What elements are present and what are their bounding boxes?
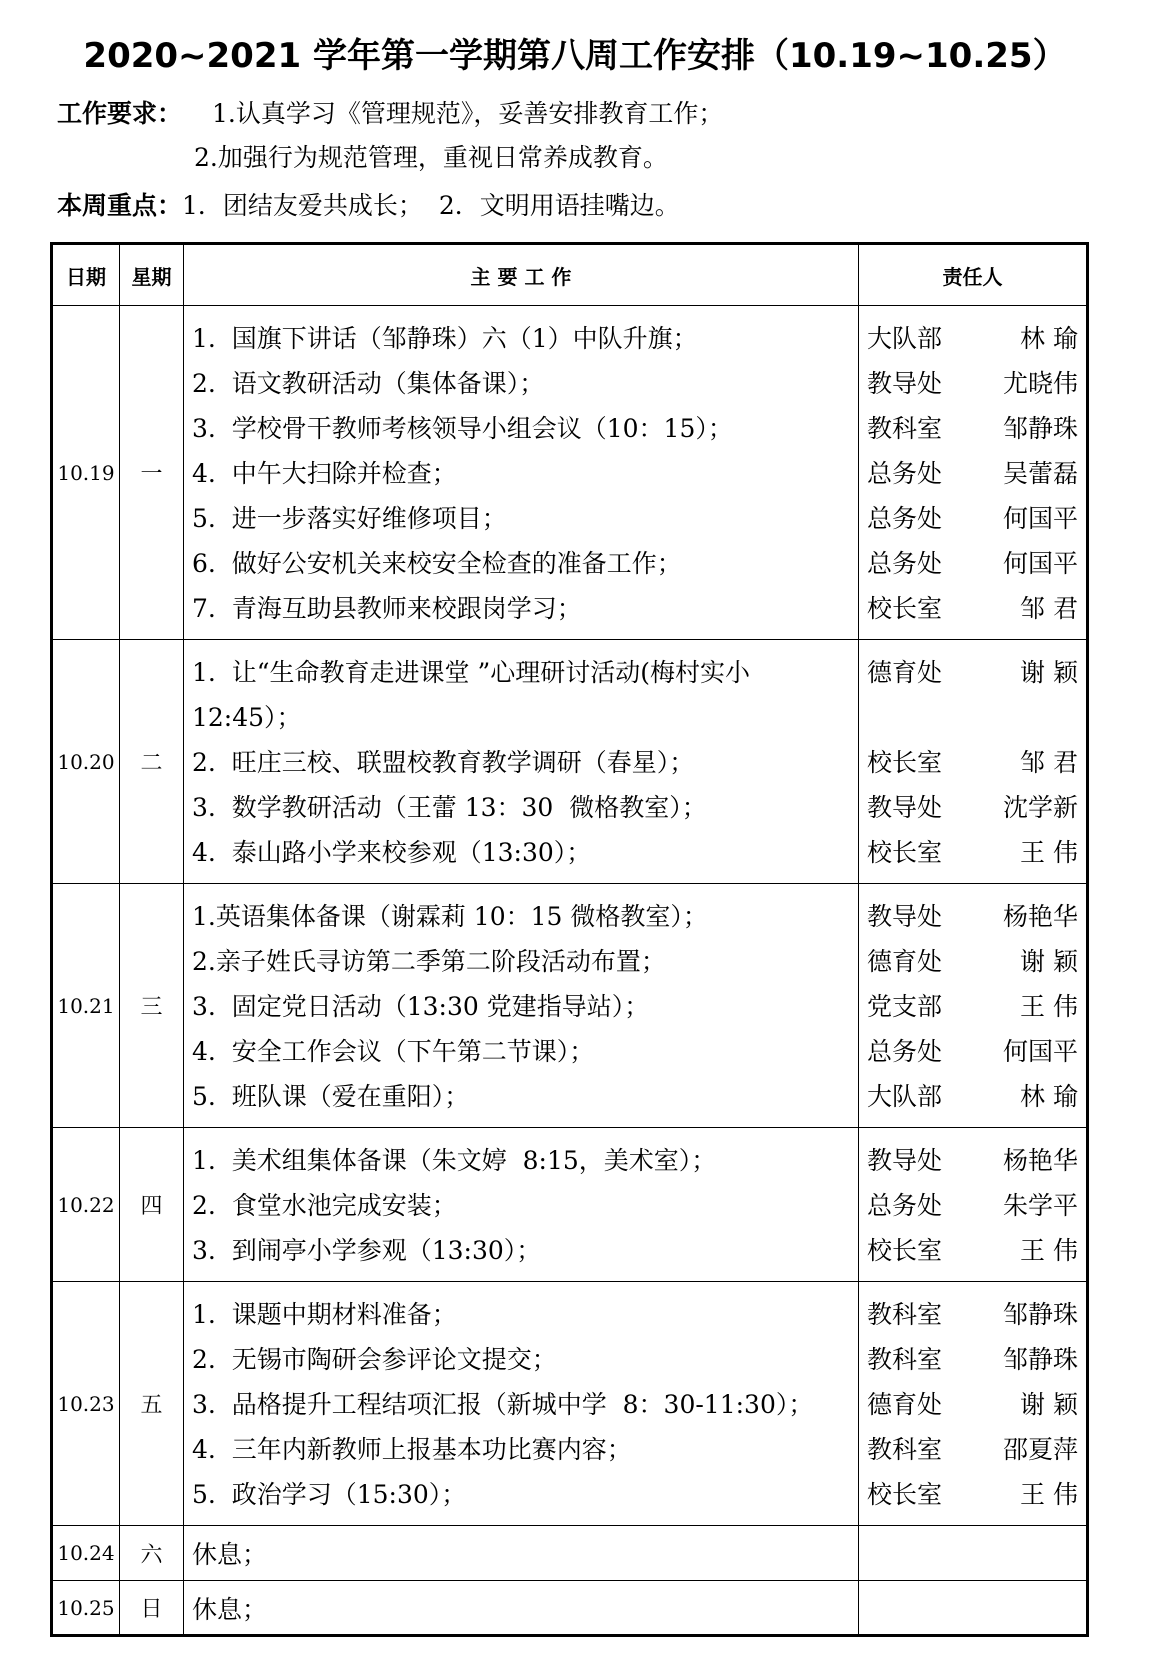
person-name: 何国平 (1002, 1037, 1078, 1066)
focus-label: 本周重点： (57, 191, 183, 220)
person-dept: 大队部 (867, 1082, 943, 1111)
person-name: 何国平 (1002, 504, 1078, 533)
row-persons (859, 306, 1088, 640)
row-persons (859, 1581, 1088, 1636)
row-weekday: 一 (120, 306, 184, 640)
person-name: 王 伟 (1020, 838, 1078, 867)
table-row (52, 1282, 1088, 1526)
work-item: 4. 泰山路小学来校参观（13:30）； (192, 838, 592, 867)
work-item: 12:45）； (192, 703, 302, 732)
table-row (52, 1581, 1088, 1636)
person-dept: 大队部 (867, 324, 943, 353)
person-dept: 德育处 (867, 658, 943, 687)
row-work-items (184, 1128, 859, 1282)
person-name: 杨艳华 (1002, 902, 1078, 931)
table-row (52, 884, 1088, 1128)
row-weekday: 四 (120, 1128, 184, 1282)
weekly-focus (57, 186, 680, 222)
row-date: 10.19 (52, 306, 120, 640)
person-dept: 教科室 (867, 414, 943, 443)
work-item: 2. 食堂水池完成安装； (192, 1191, 457, 1220)
row-persons (859, 640, 1088, 884)
person-name: 杨艳华 (1002, 1146, 1078, 1175)
person-dept: 校长室 (867, 1480, 943, 1509)
schedule-table (50, 242, 1089, 1637)
row-weekday: 三 (120, 884, 184, 1128)
work-item: 1.英语集体备课（谢霖莉 10：15 微格教室）； (192, 902, 708, 931)
work-item: 2. 无锡市陶研会参评论文提交； (192, 1345, 557, 1374)
work-item: 5. 进一步落实好维修项目； (192, 504, 507, 533)
row-date: 10.24 (52, 1526, 120, 1581)
header-weekday: 星期 (120, 244, 184, 306)
person-name: 吴蕾磊 (1002, 459, 1078, 488)
table-row (52, 306, 1088, 640)
person-dept: 教科室 (867, 1345, 943, 1374)
work-item: 3. 到闹亭小学参观（13:30）； (192, 1236, 542, 1265)
row-work-items (184, 640, 859, 884)
person-name: 王 伟 (1020, 1236, 1078, 1265)
person-entry (867, 586, 1086, 631)
person-entry (867, 695, 1086, 740)
work-item: 3. 固定党日活动（13:30 党建指导站）； (192, 992, 650, 1021)
row-weekday: 五 (120, 1282, 184, 1526)
person-entry (867, 1183, 1086, 1228)
person-name: 邵夏萍 (1002, 1435, 1078, 1464)
header-person: 责任人 (859, 244, 1088, 306)
work-item: 5. 政治学习（15:30）； (192, 1480, 467, 1509)
person-name: 邹静珠 (1002, 1300, 1078, 1329)
work-item: 6. 做好公安机关来校安全检查的准备工作； (192, 549, 682, 578)
work-item: 1. 国旗下讲话（邹静珠）六（1）中队升旗； (192, 324, 698, 353)
work-item: 3. 数学教研活动（王蕾 13：30 微格教室）； (192, 793, 707, 822)
table-row (52, 1128, 1088, 1282)
person-entry (867, 316, 1086, 361)
person-entry (867, 984, 1086, 1029)
page-title: 2020~2021 学年第一学期第八周工作安排（10.19~10.25） (83, 36, 1067, 76)
person-dept: 校长室 (867, 594, 943, 623)
row-date: 10.23 (52, 1282, 120, 1526)
person-entry (867, 1138, 1086, 1183)
row-persons (859, 884, 1088, 1128)
row-persons (859, 1282, 1088, 1526)
work-item: 3. 品格提升工程结项汇报（新城中学 8：30-11:30）； (192, 1390, 814, 1419)
person-entry (867, 894, 1086, 939)
person-entry (867, 1292, 1086, 1337)
person-entry (867, 830, 1086, 875)
person-entry (867, 1427, 1086, 1472)
row-date: 10.22 (52, 1128, 120, 1282)
person-name: 林 瑜 (1020, 324, 1078, 353)
work-item: 4. 三年内新教师上报基本功比赛内容； (192, 1435, 632, 1464)
person-entry (867, 1228, 1086, 1273)
person-name: 谢 颖 (1020, 947, 1078, 976)
person-entry (867, 496, 1086, 541)
person-dept: 教导处 (867, 369, 943, 398)
table-row (52, 1526, 1088, 1581)
person-dept: 总务处 (867, 459, 943, 488)
person-entry (867, 785, 1086, 830)
row-persons (859, 1128, 1088, 1282)
header-date: 日期 (52, 244, 120, 306)
person-dept: 校长室 (867, 1236, 943, 1265)
person-name: 邹静珠 (1002, 1345, 1078, 1374)
requirements-label: 工作要求： (57, 99, 183, 128)
person-dept: 德育处 (867, 1390, 943, 1419)
work-item: 1. 美术组集体备课（朱文婷 8:15，美术室）； (192, 1146, 717, 1175)
work-item: 3. 学校骨干教师考核领导小组会议（10：15）； (192, 414, 733, 443)
person-entry (867, 740, 1086, 785)
work-item: 7. 青海互助县教师来校跟岗学习； (192, 594, 582, 623)
person-dept: 教导处 (867, 793, 943, 822)
row-date: 10.25 (52, 1581, 120, 1636)
header-work: 主 要 工 作 (184, 244, 859, 306)
row-work-items: 休息； (184, 1526, 859, 1581)
person-dept: 党支部 (867, 992, 943, 1021)
person-name: 邹 君 (1020, 594, 1078, 623)
requirements (57, 94, 723, 130)
requirement-item-1: 1.认真学习《管理规范》，妥善安排教育工作； (211, 99, 724, 128)
person-name: 朱学平 (1002, 1191, 1078, 1220)
person-dept: 德育处 (867, 947, 943, 976)
row-work-items (184, 306, 859, 640)
person-entry (867, 939, 1086, 984)
person-dept: 总务处 (867, 1191, 943, 1220)
person-dept: 校长室 (867, 748, 943, 777)
work-item: 4. 安全工作会议（下午第二节课）； (192, 1037, 595, 1066)
person-dept: 教科室 (867, 1435, 943, 1464)
row-weekday: 二 (120, 640, 184, 884)
row-persons (859, 1526, 1088, 1581)
work-item: 1. 课题中期材料准备； (192, 1300, 457, 1329)
person-dept: 总务处 (867, 1037, 943, 1066)
work-item: 4. 中午大扫除并检查； (192, 459, 457, 488)
person-entry (867, 1382, 1086, 1427)
person-entry (867, 1472, 1086, 1517)
person-entry (867, 541, 1086, 586)
person-name: 谢 颖 (1020, 1390, 1078, 1419)
requirement-item-2: 2.加强行为规范管理，重视日常养成教育。 (194, 143, 668, 172)
work-item: 2. 旺庄三校、联盟校教育教学调研（春星）； (192, 748, 695, 777)
person-name: 邹 君 (1020, 748, 1078, 777)
person-dept: 校长室 (867, 838, 943, 867)
person-dept: 教导处 (867, 902, 943, 931)
person-entry (867, 1029, 1086, 1074)
row-date: 10.21 (52, 884, 120, 1128)
person-name: 邹静珠 (1002, 414, 1078, 443)
work-item: 2.亲子姓氏寻访第二季第二阶段活动布置； (192, 947, 666, 976)
person-name: 尤晓伟 (1002, 369, 1078, 398)
person-name: 何国平 (1002, 549, 1078, 578)
person-name: 王 伟 (1020, 992, 1078, 1021)
person-entry (867, 406, 1086, 451)
person-entry (867, 650, 1086, 695)
person-entry (867, 361, 1086, 406)
row-work-items: 休息； (184, 1581, 859, 1636)
row-work-items (184, 1282, 859, 1526)
person-entry (867, 1337, 1086, 1382)
person-entry (867, 451, 1086, 496)
person-name: 谢 颖 (1020, 658, 1078, 687)
person-dept: 教导处 (867, 1146, 943, 1175)
row-date: 10.20 (52, 640, 120, 884)
person-name: 王 伟 (1020, 1480, 1078, 1509)
focus-text: 1．团结友爱共成长； 2．文明用语挂嘴边。 (182, 191, 680, 220)
person-name: 林 瑜 (1020, 1082, 1078, 1111)
person-dept: 教科室 (867, 1300, 943, 1329)
row-work-items (184, 884, 859, 1128)
person-entry (867, 1074, 1086, 1119)
person-dept: 总务处 (867, 549, 943, 578)
table-row (52, 640, 1088, 884)
row-weekday: 六 (120, 1526, 184, 1581)
row-weekday: 日 (120, 1581, 184, 1636)
table-header-row (52, 244, 1088, 306)
person-name: 沈学新 (1002, 793, 1078, 822)
work-item: 5. 班队课（爱在重阳）； (192, 1082, 470, 1111)
person-dept: 总务处 (867, 504, 943, 533)
work-item: 1. 让“生命教育走进课堂 ”心理研讨活动(梅村实小 (192, 658, 751, 687)
work-item: 2. 语文教研活动（集体备课）； (192, 369, 545, 398)
